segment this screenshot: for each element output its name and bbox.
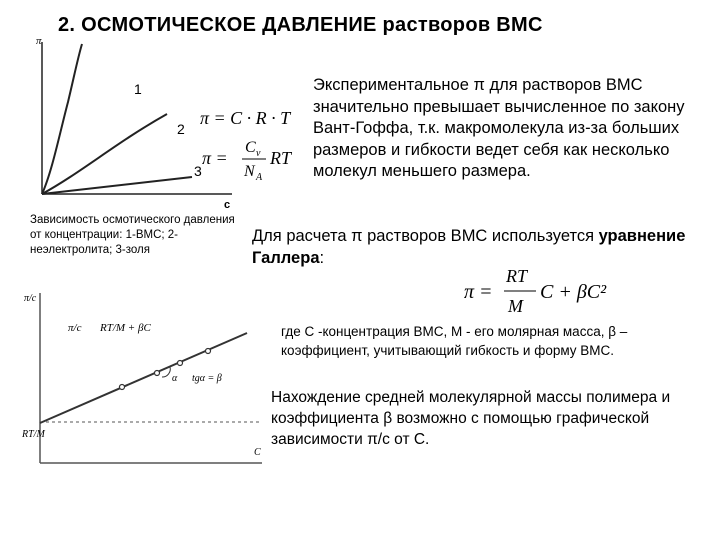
data-point bbox=[120, 385, 125, 390]
formula-sol-lhs: π = bbox=[202, 148, 228, 168]
text-experimental-pi: Экспериментальное π для растворов ВМС значительно превышает вычисленное по закону Вант-Гоффа, т.к. макромолекула из-за больших размеров и гибкости ведет себя как несколько молекул меньшего размера. bbox=[313, 76, 685, 180]
curve-label-3: 3 bbox=[194, 163, 202, 179]
x-axis-label: C bbox=[254, 447, 261, 458]
formula-sol-numerator: C bbox=[245, 139, 256, 156]
angle-label: α bbox=[172, 373, 178, 384]
line-equation-lhs: π/c bbox=[68, 322, 82, 334]
galler-intro-end: : bbox=[319, 249, 325, 267]
formula-sol-rhs: RT bbox=[270, 148, 292, 168]
text-where-definitions: где С -концентрация ВМС, М - его молярная масса, β – коэффициент, учитывающий гибкость и форму ВМС. bbox=[281, 324, 628, 358]
formula-sol-denominator: N bbox=[244, 163, 255, 180]
text-graphical-method: Нахождение средней молекулярной массы полимера и коэффициента β возможно с помощью графической зависимости π/c от С. bbox=[271, 389, 671, 448]
galler-equation bbox=[460, 262, 660, 322]
galler-lhs: π = bbox=[464, 281, 493, 303]
galler-intro-lead: Для расчета π растворов ВМС используется bbox=[252, 227, 599, 245]
intercept-label: RT/M bbox=[22, 429, 45, 440]
formula-vant-hoff: π = C · R · T bbox=[200, 108, 291, 128]
curve-label-1: 1 bbox=[134, 81, 142, 97]
galler-m: M bbox=[508, 296, 523, 316]
galler-equation-name: уравнение Галлера bbox=[252, 227, 686, 267]
data-point bbox=[206, 349, 211, 354]
formula-sol-denominator-sub: A bbox=[256, 172, 263, 183]
line-equation-rhs: RT/M + βC bbox=[100, 322, 151, 334]
galler-rest: C + βC² bbox=[540, 281, 607, 303]
formula-sol-numerator-sub: ν bbox=[256, 148, 261, 159]
data-point bbox=[178, 361, 183, 366]
galler-rt: RT bbox=[506, 266, 528, 286]
osmotic-pressure-chart bbox=[22, 32, 312, 212]
y-axis-label: π/c bbox=[24, 293, 37, 304]
x-axis-label: с bbox=[224, 199, 231, 211]
slide-title: 2. ОСМОТИЧЕСКОЕ ДАВЛЕНИЕ растворов ВМС bbox=[58, 14, 543, 36]
figure-1-caption: Зависимость осмотического давления от концентрации: 1-ВМС; 2-неэлектролита; 3-золя bbox=[30, 214, 235, 256]
curve-label-2: 2 bbox=[177, 121, 185, 137]
data-point bbox=[155, 371, 160, 376]
curve-1-polymer bbox=[42, 44, 82, 194]
y-axis-label: π bbox=[36, 35, 42, 47]
slope-label: tgα = β bbox=[192, 373, 222, 384]
reduced-pressure-chart bbox=[22, 285, 272, 475]
